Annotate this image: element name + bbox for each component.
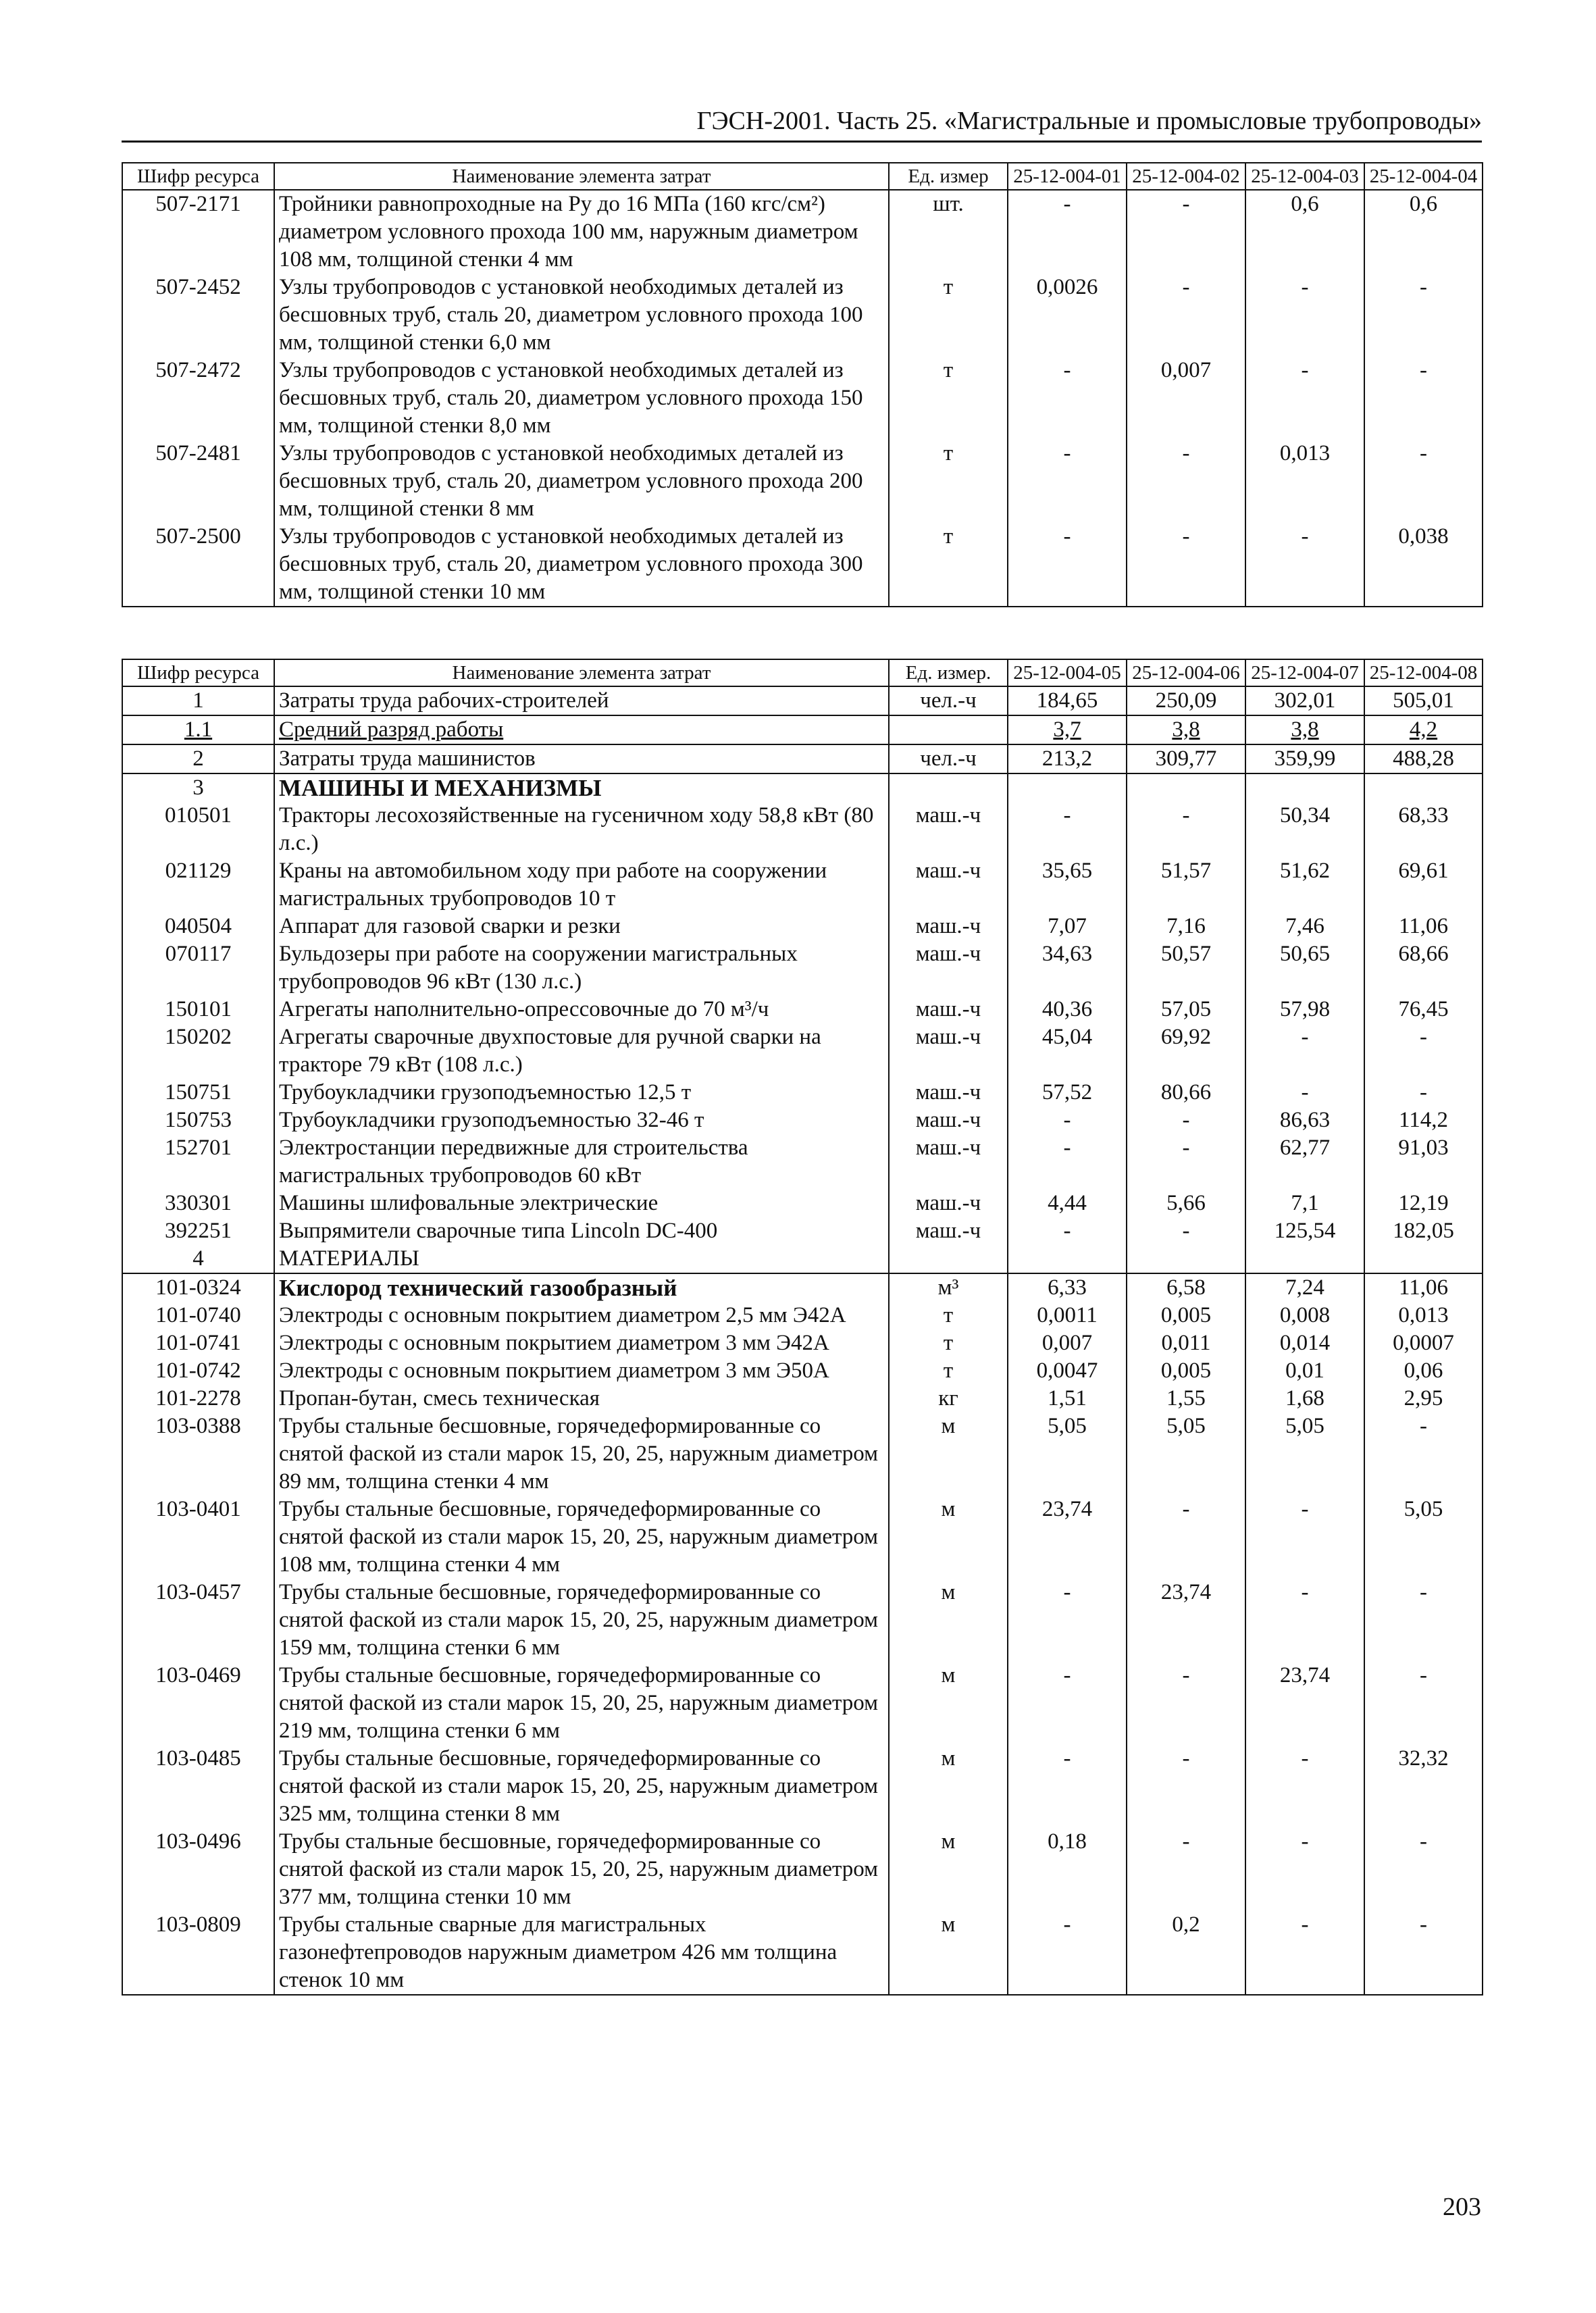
norm-value: 50,65 [1245,940,1364,996]
resource-code: 103-0496 [122,1828,274,1911]
norm-value: 34,63 [1008,940,1127,996]
norm-value: 57,98 [1245,996,1364,1023]
norm-value: - [1008,802,1127,857]
norm-value: - [1364,1023,1483,1079]
table-row [122,1302,1483,1329]
table-row [122,913,1483,940]
unit-cell: т [889,274,1008,357]
norm-value: - [1245,357,1364,440]
resource-code: 1.1 [122,715,274,744]
page-header: ГЭСН-2001. Часть 25. «Магистральные и промысловые трубопроводы» [122,101,1482,143]
unit-cell [889,715,1008,744]
table-row [122,1245,1483,1273]
norm-value: - [1127,1134,1245,1190]
resource-name: Пропан-бутан, смесь техническая [274,1385,889,1413]
unit-cell: чел.-ч [889,744,1008,773]
resource-name: Затраты труда рабочих-строителей [274,686,889,715]
norm-value: 5,05 [1008,1413,1127,1496]
table-row [122,1662,1483,1745]
resource-name: Тракторы лесохозяйственные на гусеничном ходу 58,8 кВт (80 л.с.) [274,802,889,857]
resource-name: Машины шлифовальные электрические [274,1190,889,1217]
resource-name: Электроды с основным покрытием диаметром 3 мм Э42А [274,1329,889,1357]
norm-value: 80,66 [1127,1079,1245,1107]
resource-name: Узлы трубопроводов с установкой необходимых деталей из бесшовных труб, сталь 20, диаметром условного прохода 150 мм, толщиной стенки 8,0 мм [274,357,889,440]
norm-value: 23,74 [1127,1579,1245,1662]
resource-name: Краны на автомобильном ходу при работе на сооружении магистральных трубопроводов 10 т [274,857,889,913]
norm-value: 0,005 [1127,1357,1245,1385]
header-name: Наименование элемента затрат [274,163,889,190]
norm-value: 57,52 [1008,1079,1127,1107]
resource-code: 4 [122,1245,274,1273]
norm-value: 0,06 [1364,1357,1483,1385]
resource-name: Узлы трубопроводов с установкой необходимых деталей из бесшовных труб, сталь 20, диаметром условного прохода 100 мм, толщиной стенки 6,0 мм [274,274,889,357]
norm-value: 213,2 [1008,744,1127,773]
norm-value: 7,1 [1245,1190,1364,1217]
page-number: 203 [1443,2193,1481,2221]
table-row [122,744,1483,773]
norm-value: - [1245,1023,1364,1079]
norm-value: - [1245,1828,1364,1911]
unit-cell: маш.-ч [889,802,1008,857]
table-row [122,190,1483,274]
unit-cell: маш.-ч [889,1079,1008,1107]
header-norm: 25-12-004-03 [1245,163,1364,190]
table-row [122,357,1483,440]
norm-value: 50,34 [1245,802,1364,857]
norm-value: - [1127,1217,1245,1245]
norm-value: - [1127,440,1245,523]
norm-value: 23,74 [1245,1662,1364,1745]
norm-value: - [1008,440,1127,523]
norm-value: 7,16 [1127,913,1245,940]
table-row [122,686,1483,715]
resource-name: Трубы стальные бесшовные, горячедеформированные со снятой фаской из стали марок 15, 20, 25, наружным диаметром 159 мм, толщина стенки 6 мм [274,1579,889,1662]
table-row [122,773,1483,802]
norm-value: 302,01 [1245,686,1364,715]
norm-value: 40,36 [1008,996,1127,1023]
norm-value: - [1364,1579,1483,1662]
resource-code: 150101 [122,996,274,1023]
norm-value: 0,6 [1245,190,1364,274]
norm-value [1008,773,1127,802]
resource-code: 101-0741 [122,1329,274,1357]
norm-value: 125,54 [1245,1217,1364,1245]
norm-value: 0,18 [1008,1828,1127,1911]
resource-name: Трубы стальные бесшовные, горячедеформированные со снятой фаской из стали марок 15, 20, 25, наружным диаметром 325 мм, толщина стенки 8 мм [274,1745,889,1828]
norm-value: 0,038 [1364,523,1483,607]
resource-name: Трубы стальные бесшовные, горячедеформированные со снятой фаской из стали марок 15, 20, 25, наружным диаметром 377 мм, толщина стенки 10 мм [274,1828,889,1911]
norm-value: - [1127,1496,1245,1579]
norm-value: 11,06 [1364,913,1483,940]
resource-name: Выпрямители сварочные типа Lincoln DC-400 [274,1217,889,1245]
resource-name: Электроды с основным покрытием диаметром 3 мм Э50А [274,1357,889,1385]
norm-value: 11,06 [1364,1273,1483,1302]
resource-name: Затраты труда машинистов [274,744,889,773]
unit-cell: м [889,1579,1008,1662]
resource-name: Средний разряд работы [274,715,889,744]
unit-cell [889,773,1008,802]
norm-value: 1,51 [1008,1385,1127,1413]
norm-value: - [1127,1662,1245,1745]
norm-value [1364,773,1483,802]
norm-value: 0,008 [1245,1302,1364,1329]
norm-value: 5,05 [1245,1413,1364,1496]
norm-value: 114,2 [1364,1107,1483,1134]
resource-table-2 [122,659,1483,1996]
norm-value: 0,0007 [1364,1329,1483,1357]
norm-value: - [1008,1662,1127,1745]
norm-value: 68,66 [1364,940,1483,996]
resource-name: Трубы стальные бесшовные, горячедеформированные со снятой фаской из стали марок 15, 20, 25, наружным диаметром 219 мм, толщина стенки 6 мм [274,1662,889,1745]
table-row [122,715,1483,744]
norm-value: 5,05 [1127,1413,1245,1496]
norm-value: - [1008,1745,1127,1828]
resource-code: 507-2500 [122,523,274,607]
norm-value: - [1127,1107,1245,1134]
norm-value: 2,95 [1364,1385,1483,1413]
unit-cell: маш.-ч [889,913,1008,940]
norm-value: 7,24 [1245,1273,1364,1302]
unit-cell: м [889,1413,1008,1496]
norm-value: - [1127,190,1245,274]
resource-name: Трубоукладчики грузоподъемностью 32-46 т [274,1107,889,1134]
resource-name: Аппарат для газовой сварки и резки [274,913,889,940]
table-header-row [122,659,1483,686]
norm-value [1008,1245,1127,1273]
norm-value: - [1008,1911,1127,1995]
norm-value: - [1008,1134,1127,1190]
unit-cell: м³ [889,1273,1008,1302]
norm-value: 51,62 [1245,857,1364,913]
header-unit: Ед. измер [889,163,1008,190]
norm-value: 5,05 [1364,1496,1483,1579]
norm-value: 0,2 [1127,1911,1245,1995]
norm-value: - [1008,523,1127,607]
unit-cell: т [889,1302,1008,1329]
resource-code: 507-2171 [122,190,274,274]
norm-value: 4,2 [1364,715,1483,744]
norm-value: 0,007 [1008,1329,1127,1357]
norm-value: - [1364,1413,1483,1496]
norm-value [1127,1245,1245,1273]
norm-value: - [1245,1579,1364,1662]
resource-code: 101-2278 [122,1385,274,1413]
unit-cell: маш.-ч [889,1190,1008,1217]
resource-code: 101-0324 [122,1273,274,1302]
resource-code: 021129 [122,857,274,913]
norm-value: - [1364,274,1483,357]
resource-name: Трубы стальные бесшовные, горячедеформированные со снятой фаской из стали марок 15, 20, 25, наружным диаметром 89 мм, толщина стенки 4 мм [274,1413,889,1496]
unit-cell: маш.-ч [889,857,1008,913]
norm-value: - [1245,1079,1364,1107]
header-norm: 25-12-004-02 [1127,163,1245,190]
table-row [122,274,1483,357]
table-row [122,1023,1483,1079]
resource-code: 103-0401 [122,1496,274,1579]
norm-value: 309,77 [1127,744,1245,773]
unit-cell: шт. [889,190,1008,274]
resource-code: 3 [122,773,274,802]
resource-name: Бульдозеры при работе на сооружении магистральных трубопроводов 96 кВт (130 л.с.) [274,940,889,996]
resource-code: 101-0740 [122,1302,274,1329]
norm-value: - [1364,1828,1483,1911]
norm-value: 45,04 [1008,1023,1127,1079]
norm-value: - [1245,523,1364,607]
resource-code: 103-0469 [122,1662,274,1745]
resource-name: Трубоукладчики грузоподъемностью 12,5 т [274,1079,889,1107]
norm-value: 1,55 [1127,1385,1245,1413]
resource-code: 392251 [122,1217,274,1245]
unit-cell: т [889,440,1008,523]
table-row [122,1413,1483,1496]
resource-name: Агрегаты наполнительно-опрессовочные до 70 м³/ч [274,996,889,1023]
table-row [122,1273,1483,1302]
norm-value: 69,92 [1127,1023,1245,1079]
norm-value: 68,33 [1364,802,1483,857]
norm-value: 0,013 [1245,440,1364,523]
norm-value: 57,05 [1127,996,1245,1023]
table-row [122,1134,1483,1190]
unit-cell: маш.-ч [889,1107,1008,1134]
norm-value: 6,33 [1008,1273,1127,1302]
resource-table-1 [122,162,1483,607]
resource-code: 150751 [122,1079,274,1107]
unit-cell: маш.-ч [889,1023,1008,1079]
unit-cell: маш.-ч [889,940,1008,996]
table-row [122,940,1483,996]
unit-cell: м [889,1662,1008,1745]
norm-value: - [1364,1911,1483,1995]
header-norm: 25-12-004-04 [1364,163,1483,190]
resource-name: МАШИНЫ И МЕХАНИЗМЫ [274,773,889,802]
norm-value: 3,8 [1127,715,1245,744]
table-body [122,190,1483,607]
norm-value: - [1245,1745,1364,1828]
norm-value: 3,7 [1008,715,1127,744]
unit-cell: маш.-ч [889,1217,1008,1245]
norm-value: 5,66 [1127,1190,1245,1217]
unit-cell: м [889,1745,1008,1828]
resource-code: 330301 [122,1190,274,1217]
table-row [122,523,1483,607]
unit-cell: кг [889,1385,1008,1413]
resource-name: Электроды с основным покрытием диаметром 2,5 мм Э42А [274,1302,889,1329]
norm-value: 0,6 [1364,190,1483,274]
norm-value: - [1008,1579,1127,1662]
table-row [122,857,1483,913]
norm-value: 0,005 [1127,1302,1245,1329]
norm-value: - [1008,1217,1127,1245]
norm-value: 86,63 [1245,1107,1364,1134]
norm-value: 0,01 [1245,1357,1364,1385]
norm-value: 50,57 [1127,940,1245,996]
norm-value: 23,74 [1008,1496,1127,1579]
table-row [122,1217,1483,1245]
norm-value: 0,011 [1127,1329,1245,1357]
resource-code: 103-0809 [122,1911,274,1995]
norm-value: - [1245,1496,1364,1579]
resource-code: 507-2481 [122,440,274,523]
unit-cell: м [889,1911,1008,1995]
resource-code: 103-0457 [122,1579,274,1662]
resource-code: 010501 [122,802,274,857]
norm-value: - [1364,357,1483,440]
norm-value: 4,44 [1008,1190,1127,1217]
header-code: Шифр ресурса [122,163,274,190]
unit-cell: т [889,1357,1008,1385]
norm-value: - [1364,1662,1483,1745]
resource-code: 070117 [122,940,274,996]
table-row [122,440,1483,523]
unit-cell: т [889,357,1008,440]
table-row [122,996,1483,1023]
norm-value: 76,45 [1364,996,1483,1023]
unit-cell: м [889,1828,1008,1911]
table-row [122,1107,1483,1134]
norm-value: - [1127,802,1245,857]
norm-value: - [1008,1107,1127,1134]
norm-value: 91,03 [1364,1134,1483,1190]
resource-code: 152701 [122,1134,274,1190]
table-row [122,1357,1483,1385]
table-row [122,1385,1483,1413]
resource-name: МАТЕРИАЛЫ [274,1245,889,1273]
table-row [122,1911,1483,1995]
table-row [122,1079,1483,1107]
norm-value: 0,013 [1364,1302,1483,1329]
unit-cell: т [889,1329,1008,1357]
norm-value: - [1127,523,1245,607]
header-norm: 25-12-004-05 [1008,659,1127,686]
unit-cell: т [889,523,1008,607]
norm-value: 250,09 [1127,686,1245,715]
norm-value: - [1364,440,1483,523]
norm-value: 184,65 [1008,686,1127,715]
norm-value: 359,99 [1245,744,1364,773]
resource-name: Узлы трубопроводов с установкой необходимых деталей из бесшовных труб, сталь 20, диаметром условного прохода 200 мм, толщиной стенки 8 мм [274,440,889,523]
resource-name: Тройники равнопроходные на Ру до 16 МПа (160 кгс/см²) диаметром условного прохода 100 мм, наружным диаметром 108 мм, толщиной стенки 4 мм [274,190,889,274]
table-row [122,1329,1483,1357]
table-row [122,1745,1483,1828]
header-unit: Ед. измер. [889,659,1008,686]
norm-value: 505,01 [1364,686,1483,715]
unit-cell: чел.-ч [889,686,1008,715]
norm-value: 32,32 [1364,1745,1483,1828]
norm-value: 1,68 [1245,1385,1364,1413]
unit-cell: маш.-ч [889,996,1008,1023]
norm-value [1245,773,1364,802]
table-row [122,1828,1483,1911]
norm-value: - [1008,357,1127,440]
norm-value: 3,8 [1245,715,1364,744]
norm-value: 12,19 [1364,1190,1483,1217]
norm-value: 35,65 [1008,857,1127,913]
resource-name: Узлы трубопроводов с установкой необходимых деталей из бесшовных труб, сталь 20, диаметром условного прохода 300 мм, толщиной стенки 10 мм [274,523,889,607]
table-row [122,802,1483,857]
norm-value: 0,014 [1245,1329,1364,1357]
resource-name: Трубы стальные бесшовные, горячедеформированные со снятой фаской из стали марок 15, 20, 25, наружным диаметром 108 мм, толщина стенки 4 мм [274,1496,889,1579]
norm-value: 488,28 [1364,744,1483,773]
resource-name: Агрегаты сварочные двухпостовые для ручной сварки на тракторе 79 кВт (108 л.с.) [274,1023,889,1079]
table-body [122,686,1483,1995]
norm-value [1364,1245,1483,1273]
norm-value: - [1127,274,1245,357]
header-norm: 25-12-004-06 [1127,659,1245,686]
norm-value: 69,61 [1364,857,1483,913]
norm-value: - [1127,1745,1245,1828]
norm-value: 0,007 [1127,357,1245,440]
norm-value: - [1127,1828,1245,1911]
resource-code: 150753 [122,1107,274,1134]
unit-cell [889,1245,1008,1273]
norm-value: 7,07 [1008,913,1127,940]
header-code: Шифр ресурса [122,659,274,686]
norm-value: 51,57 [1127,857,1245,913]
table-header-row [122,163,1483,190]
resource-code: 507-2472 [122,357,274,440]
resource-name: Трубы стальные сварные для магистральных газонефтепроводов наружным диаметром 426 мм толщина стенок 10 мм [274,1911,889,1995]
resource-code: 040504 [122,913,274,940]
norm-value: - [1008,190,1127,274]
norm-value: 7,46 [1245,913,1364,940]
table-row [122,1496,1483,1579]
norm-value: 6,58 [1127,1273,1245,1302]
unit-cell: м [889,1496,1008,1579]
norm-value: 182,05 [1364,1217,1483,1245]
norm-value: 0,0026 [1008,274,1127,357]
header-norm: 25-12-004-08 [1364,659,1483,686]
header-norm: 25-12-004-07 [1245,659,1364,686]
resource-code: 101-0742 [122,1357,274,1385]
resource-code: 103-0388 [122,1413,274,1496]
table-row [122,1579,1483,1662]
resource-code: 103-0485 [122,1745,274,1828]
norm-value: - [1245,274,1364,357]
unit-cell: маш.-ч [889,1134,1008,1190]
resource-name: Кислород технический газообразный [274,1273,889,1302]
resource-code: 1 [122,686,274,715]
norm-value [1127,773,1245,802]
resource-name: Электростанции передвижные для строительства магистральных трубопроводов 60 кВт [274,1134,889,1190]
norm-value: 0,0011 [1008,1302,1127,1329]
header-name: Наименование элемента затрат [274,659,889,686]
resource-code: 2 [122,744,274,773]
norm-value: - [1245,1911,1364,1995]
resource-code: 507-2452 [122,274,274,357]
resource-code: 150202 [122,1023,274,1079]
norm-value [1245,1245,1364,1273]
norm-value: 62,77 [1245,1134,1364,1190]
norm-value: - [1364,1079,1483,1107]
table-row [122,1190,1483,1217]
norm-value: 0,0047 [1008,1357,1127,1385]
header-norm: 25-12-004-01 [1008,163,1127,190]
